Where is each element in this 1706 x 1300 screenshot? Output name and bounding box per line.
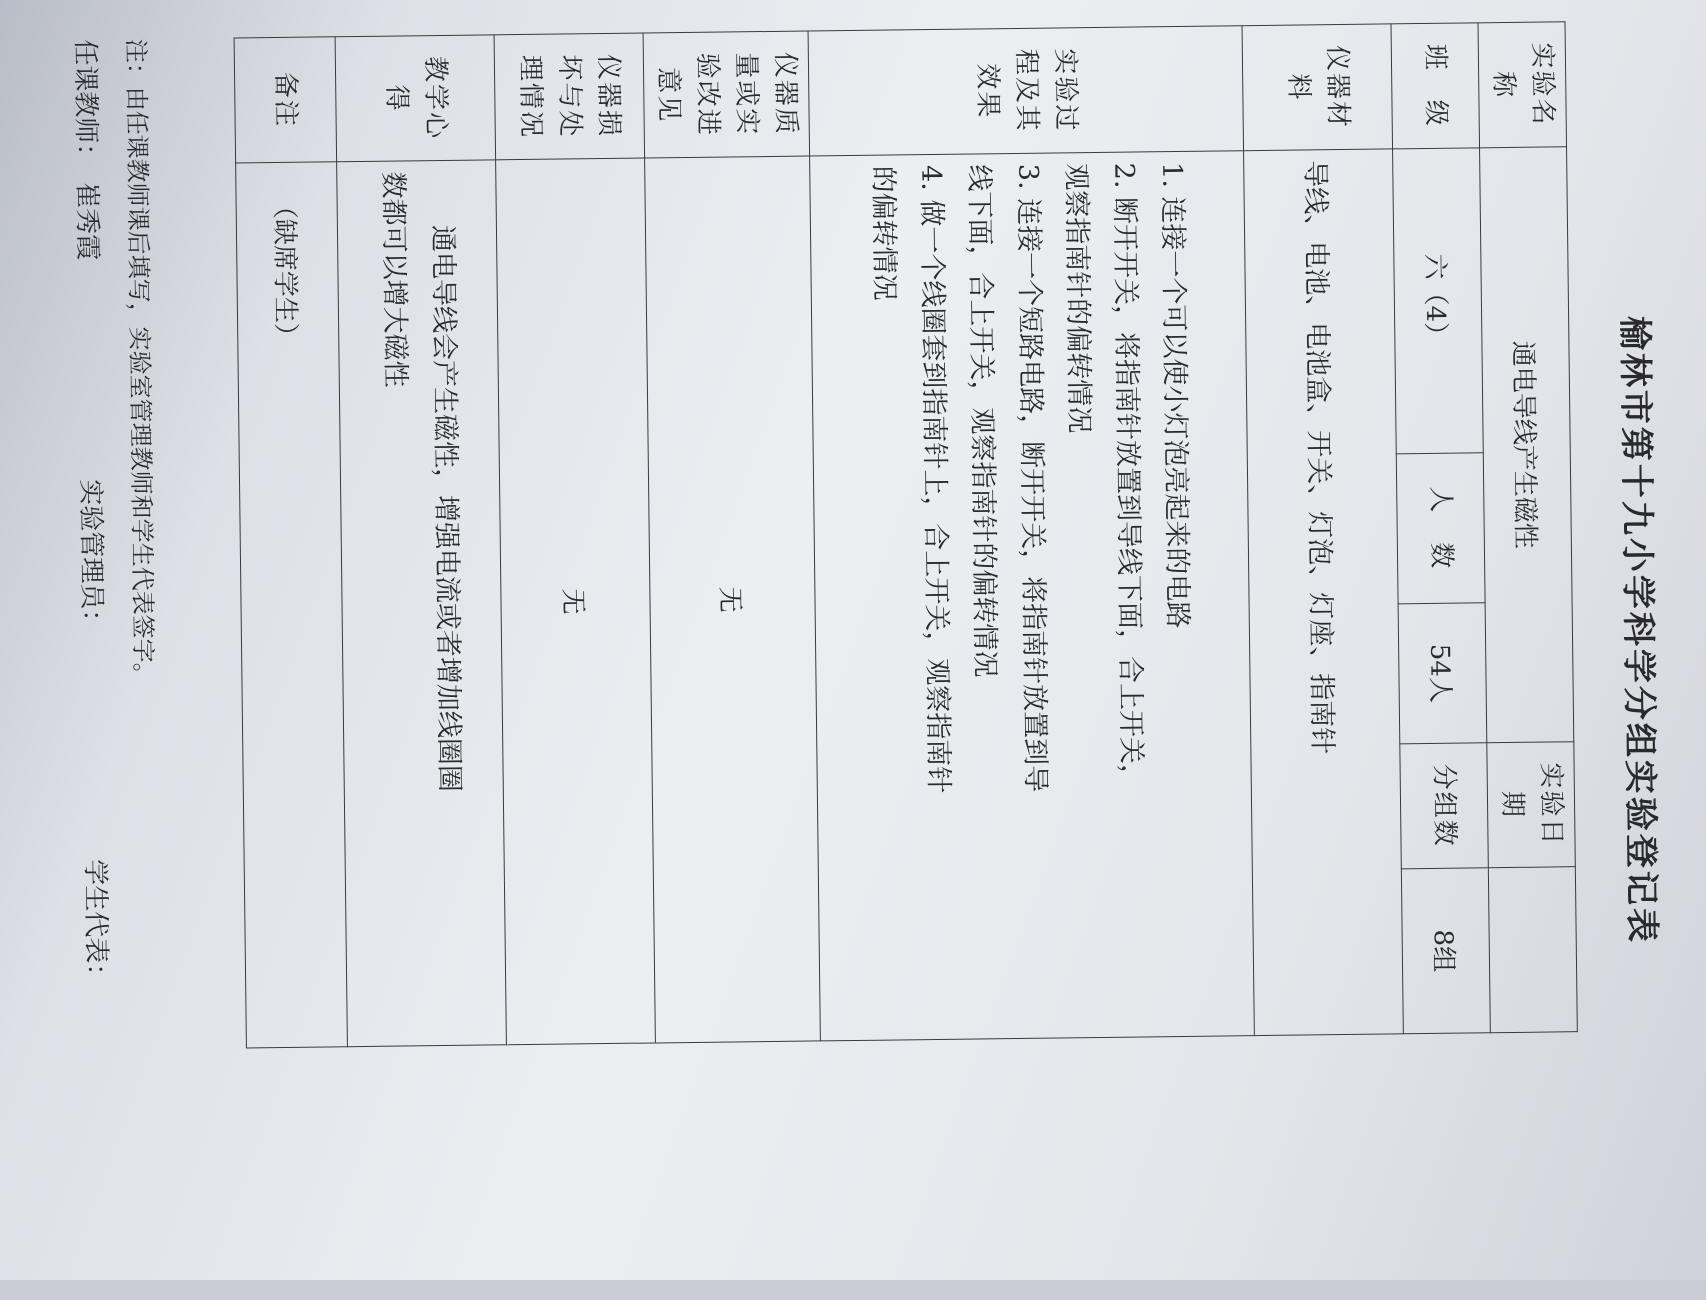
process-line: 观察指南针的偏转情况: [1059, 163, 1095, 434]
form-title: 榆林市第十九小学科学分组实验登记表: [1614, 315, 1662, 946]
label-group-count: 分组数: [1400, 743, 1489, 869]
value-class: 六（4）: [1393, 148, 1484, 454]
row-damage: [494, 33, 655, 1045]
value-materials: 导线、电池、电池盒、开关、灯泡、灯座、指南针: [1244, 149, 1404, 1036]
label-reflection: 教学心得: [335, 35, 496, 162]
reflection-line: 数都可以增大磁性: [377, 171, 411, 388]
signature-line: [69, 39, 118, 1049]
value-group-count: 8组: [1401, 868, 1490, 1034]
row-reflection: [335, 35, 506, 1047]
label-experiment-name: 实验名称: [1478, 22, 1567, 148]
label-class: 班 级: [1391, 23, 1480, 149]
reflection-line: 通电导线会产生磁性，增强电流或者增加线圈圈: [425, 170, 465, 793]
process-line: 线下面，合上开关，观察指南针的偏转情况: [963, 164, 1001, 678]
lab-admin-signature: 实验管理员：: [74, 479, 107, 636]
value-remarks: （缺席学生）: [236, 162, 348, 1048]
row-remarks: [234, 37, 347, 1048]
row-process: [808, 26, 1254, 1041]
label-quality: 仪器质量或实验改进意见: [643, 31, 810, 158]
label-process: 实验过程及其效果: [808, 26, 1243, 156]
registration-table: [234, 21, 1578, 1048]
teacher-signature: 任课教师： 崔秀霞: [69, 39, 103, 261]
row-materials: [1242, 24, 1403, 1036]
rotated-form: [25, 0, 1681, 1300]
row-experiment-name: [1478, 22, 1577, 1033]
label-materials: 仪器材料: [1242, 24, 1393, 151]
label-experiment-date: 实验日期: [1487, 742, 1576, 868]
value-reflection: [337, 160, 507, 1047]
process-line: 2. 断开开关，将指南针放置到导线下面，合上开关，: [1107, 162, 1147, 792]
process-line: 4. 做一个线圈套到指南针上，合上开关，观察指南针: [915, 164, 955, 794]
row-quality: [643, 31, 820, 1043]
process-line: 3. 连接一个短路电路，断开开关，将指南针放置到导: [1011, 163, 1051, 793]
value-quality: 无: [645, 156, 821, 1043]
footnote: 注：由任课教师课后填写，实验室管理教师和学生代表签字。: [121, 38, 158, 687]
student-rep-signature: 学生代表：: [79, 859, 112, 990]
label-damage: 仪器损坏与处理情况: [494, 33, 645, 160]
value-damage: 无: [496, 158, 656, 1045]
label-student-count: 人 数: [1396, 453, 1485, 604]
value-student-count: 54人: [1398, 603, 1487, 744]
row-class: [1391, 23, 1490, 1034]
process-line: 1. 连接一个可以使小灯泡亮起来的电路: [1155, 161, 1193, 629]
value-experiment-name: 通电导线产生磁性: [1480, 147, 1574, 743]
label-remarks: 备注: [234, 37, 337, 163]
value-experiment-date: [1488, 867, 1577, 1033]
process-line: 的偏转情况: [867, 165, 901, 301]
value-process: [810, 151, 1255, 1041]
